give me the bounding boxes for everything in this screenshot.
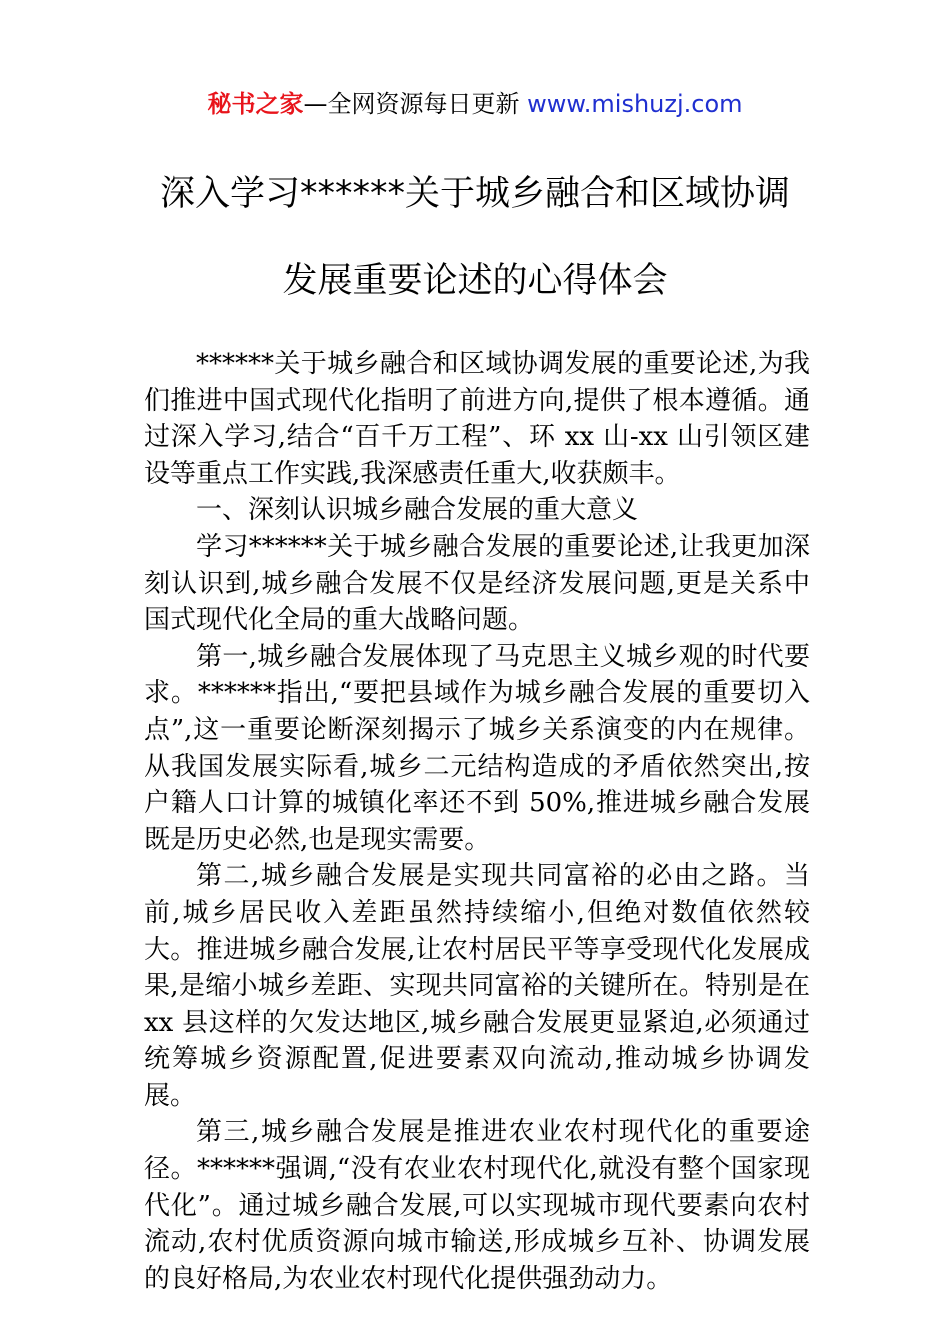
- paragraph: 第二,城乡融合发展是实现共同富裕的必由之路。当前,城乡居民收入差距虽然持续缩小,但绝对数值依然较大。推进城乡融合发展,让农村居民平等享受现代化发展成果,是缩小城乡差距、实现共同富裕的关键所在。特别是在 xx 县这样的欠发达地区,城乡融合发展更显紧迫,必须通过统筹城乡资源配置,促进要素双向流动,推动城乡协调发展。: [144, 861, 810, 1111]
- title-line-2: 发展重要论述的心得体会: [282, 261, 668, 301]
- paragraph: 学习******关于城乡融合发展的重要论述,让我更加深刻认识到,城乡融合发展不仅是经济发展问题,更是关系中国式现代化全局的重大战略问题。: [144, 531, 810, 636]
- document-title: [0, 176, 950, 350]
- brand-name: 秘书之家: [207, 90, 304, 118]
- section-heading: 一、深刻认识城乡融合发展的重大意义: [196, 495, 639, 526]
- site-header: [0, 86, 950, 122]
- header-slogan: —全网资源每日更新: [303, 90, 528, 118]
- paragraph-intro: ******关于城乡融合和区域协调发展的重要论述,为我们推进中国式现代化指明了前进方向,提供了根本遵循。通过深入学习,结合“百千万工程”、环 xx 山-xx 山引领区建设等重点工作实践,我深感责任重大,收获颇丰。: [144, 349, 810, 489]
- paragraph: 第一,城乡融合发展体现了马克思主义城乡观的时代要求。******指出,“要把县域作为城乡融合发展的重要切入点”,这一重要论断深刻揭示了城乡关系演变的内在规律。从我国发展实际看,城乡二元结构造成的矛盾依然突出,按户籍人口计算的城镇化率还不到 50%,推进城乡融合发展既是历史必然,也是现实需要。: [144, 641, 810, 855]
- title-line-1: 深入学习******关于城乡融合和区域协调: [159, 174, 790, 214]
- site-url-link[interactable]: www.mishuzj.com: [527, 90, 743, 118]
- paragraph: 第三,城乡融合发展是推进农业农村现代化的重要途径。******强调,“没有农业农村现代化,就没有整个国家现代化”。通过城乡融合发展,可以实现城市现代要素向农村流动,农村优质资源向城市输送,形成城乡互补、协调发展的良好格局,为农业农村现代化提供强劲动力。: [144, 1117, 810, 1294]
- document-body: [144, 346, 810, 1297]
